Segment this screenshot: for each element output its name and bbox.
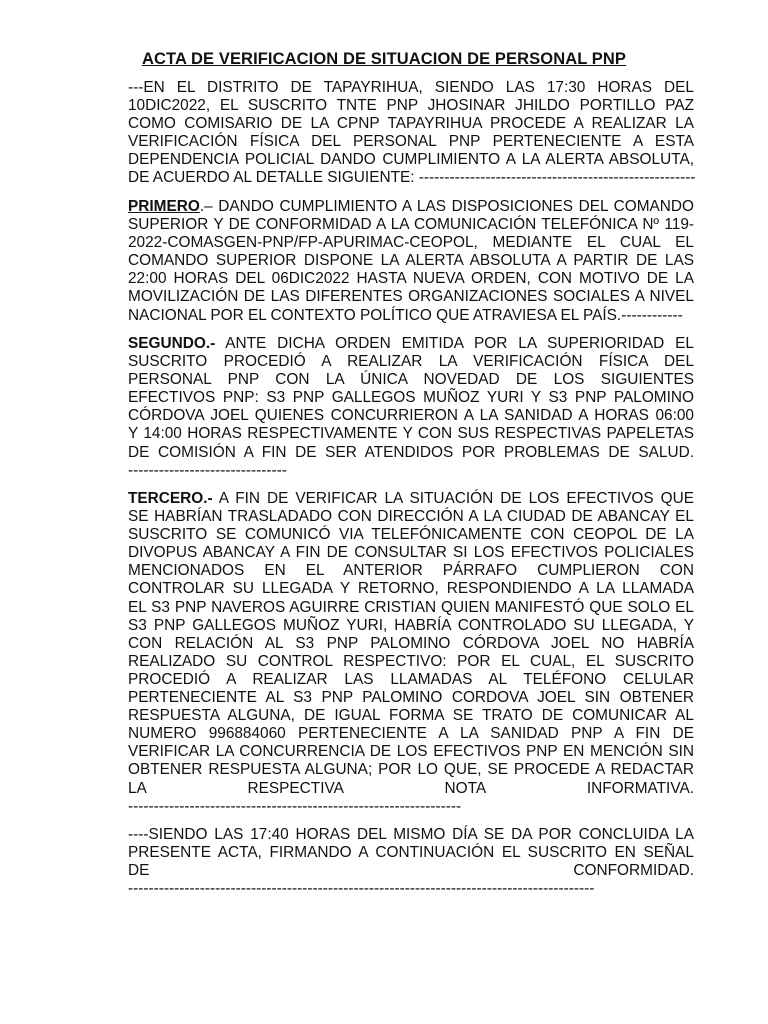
- tercero-heading: TERCERO.-: [128, 490, 213, 507]
- intro-line: 10DIC2022, EL SUSCRITO TNTE PNP JHOSINAR JHILDO PORTILLO PAZ: [128, 97, 694, 115]
- primero-heading: PRIMERO: [128, 198, 200, 215]
- tercero-line: RESPUESTA ALGUNA, DE IGUAL FORMA SE TRATO DE COMUNICAR AL: [128, 707, 694, 725]
- primero-line: SUPERIOR Y DE CONFORMIDAD A LA COMUNICACIÓN TELEFÓNICA Nº 119-: [128, 216, 694, 234]
- segundo-line: EFECTIVOS PNP: S3 PNP GALLEGOS MUÑOZ YURI Y S3 PNP PALOMINO: [128, 389, 694, 407]
- tercero-line: OBTENER RESPUESTA ALGUNA; POR LO QUE, SE PROCEDE A REDACTAR: [128, 761, 694, 779]
- tercero-line: DIVOPUS ABANCAY A FIN DE CONSULTAR SI LOS EFECTIVOS POLICIALES: [128, 544, 694, 562]
- primero-line: MOVILIZACIÓN DE LAS DIFERENTES ORGANIZACIONES SOCIALES A NIVEL: [128, 288, 694, 306]
- closing-line: -------------------------------------------------------------------------------------------: [128, 880, 595, 898]
- tercero-line: PROCEDIÓ A REALIZAR LAS LLAMADAS AL TELÉFONO CELULAR: [128, 670, 694, 688]
- intro-line: DEPENDENCIA POLICIAL DANDO CUMPLIMIENTO A LA ALERTA ABSOLUTA,: [128, 151, 694, 169]
- primero-paragraph: [128, 198, 694, 325]
- closing-paragraph: [128, 826, 694, 898]
- segundo-paragraph: [128, 335, 694, 480]
- tercero-line: EL S3 PNP NAVEROS AGUIRRE CRISTIAN QUIEN MANIFESTÓ QUE SOLO EL: [128, 598, 694, 616]
- tercero-line: [128, 490, 694, 508]
- tercero-line: REALIZADO SU CONTROL RESPECTIVO: POR EL CUAL, EL SUSCRITO: [128, 652, 694, 670]
- segundo-line: PERSONAL PNP CON LA ÚNICA NOVEDAD DE LOS SIGUIENTES: [128, 371, 694, 389]
- intro-line: VERIFICACIÓN FÍSICA DEL PERSONAL PNP PERTENECIENTE A ESTA: [128, 133, 694, 151]
- segundo-heading: SEGUNDO.-: [128, 335, 216, 352]
- segundo-line: SUSCRITO PROCEDIÓ A REALIZAR LA VERIFICACIÓN FÍSICA DEL: [128, 353, 694, 371]
- tercero-line: NUMERO 996884060 PERTENECIENTE A LA SANIDAD PNP A FIN DE: [128, 725, 694, 743]
- tercero-paragraph: [128, 490, 694, 816]
- primero-line: 22:00 HORAS DEL 06DIC2022 HASTA NUEVA ORDEN, CON MOTIVO DE LA: [128, 270, 694, 288]
- primero-line: 2022-COMASGEN-PNP/FP-APURIMAC-CEOPOL, MEDIANTE EL CUAL EL: [128, 234, 694, 252]
- segundo-line: Y 14:00 HORAS RESPECTIVAMENTE Y CON SUS RESPECTIVAS PAPELETAS: [128, 425, 694, 443]
- intro-line: DE ACUERDO AL DETALLE SIGUIENTE: ------------------------------------------------------: [128, 169, 696, 187]
- segundo-line: CÓRDOVA JOEL QUIENES CONCURRIERON A LA SANIDAD A HORAS 06:00: [128, 407, 694, 425]
- tercero-line: MENCIONADOS EN EL ANTERIOR PÁRRAFO CUMPLIERON CON: [128, 562, 694, 580]
- primero-line: COMANDO SUPERIOR DISPONE LA ALERTA ABSOLUTA A PARTIR DE LAS: [128, 252, 694, 270]
- tercero-line: LA RESPECTIVA NOTA INFORMATIVA.: [128, 779, 694, 797]
- tercero-line: PERTENECIENTE AL S3 PNP PALOMINO CORDOVA JOEL SIN OBTENER: [128, 689, 694, 707]
- primero-line: [128, 198, 694, 216]
- tercero-first-text: A FIN DE VERIFICAR LA SITUACIÓN DE LOS EFECTIVOS QUE: [212, 490, 694, 507]
- segundo-line: DE COMISIÓN A FIN DE SER ATENDIDOS POR PROBLEMAS DE SALUD.: [128, 443, 694, 461]
- primero-line: NACIONAL POR EL CONTEXTO POLÍTICO QUE ATRAVIESA EL PAÍS.------------: [128, 306, 683, 324]
- segundo-line: [128, 335, 694, 353]
- closing-line: ----SIENDO LAS 17:40 HORAS DEL MISMO DÍA SE DA POR CONCLUIDA LA: [128, 826, 694, 843]
- intro-line: ---EN EL DISTRITO DE TAPAYRIHUA, SIENDO LAS 17:30 HORAS DEL: [128, 79, 694, 96]
- tercero-line: S3 PNP GALLEGOS MUÑOZ YURI, HABRÍA CONTROLADO SU LLEGADA, Y: [128, 616, 694, 634]
- tercero-line: VERIFICAR LA CONCURRENCIA DE LOS EFECTIVOS PNP EN MENCIÓN SIN: [128, 743, 694, 761]
- intro-line: COMO COMISARIO DE LA CPNP TAPAYRIHUA PROCEDE A REALIZAR LA: [128, 115, 694, 133]
- page-title: ACTA DE VERIFICACION DE SITUACION DE PERSONAL PNP: [141, 50, 627, 68]
- tercero-line: CON RELACIÓN AL S3 PNP PALOMINO CÓRDOVA JOEL NO HABRÍA: [128, 634, 694, 652]
- primero-first-text: .– DANDO CUMPLIMIENTO A LAS DISPOSICIONES DEL COMANDO: [199, 198, 694, 215]
- tercero-line: -----------------------------------------------------------------: [128, 797, 462, 815]
- tercero-line: CONTROLAR SU LLEGADA Y RETORNO, RESPONDIENDO A LA LLAMADA: [128, 580, 694, 598]
- closing-line: DE CONFORMIDAD.: [128, 862, 694, 880]
- tercero-line: SE HABRÍAN TRASLADADO CON DIRECCIÓN A LA CIUDAD DE ABANCAY EL: [128, 508, 694, 526]
- segundo-first-text: ANTE DICHA ORDEN EMITIDA POR LA SUPERIORIDAD EL: [215, 335, 694, 352]
- segundo-line: -------------------------------: [128, 461, 287, 479]
- closing-line: PRESENTE ACTA, FIRMANDO A CONTINUACIÓN EL SUSCRITO EN SEÑAL: [128, 844, 694, 862]
- intro-paragraph: [128, 79, 694, 188]
- tercero-line: SUSCRITO SE COMUNICÓ VIA TELEFÓNICAMENTE CON CEOPOL DE LA: [128, 526, 694, 544]
